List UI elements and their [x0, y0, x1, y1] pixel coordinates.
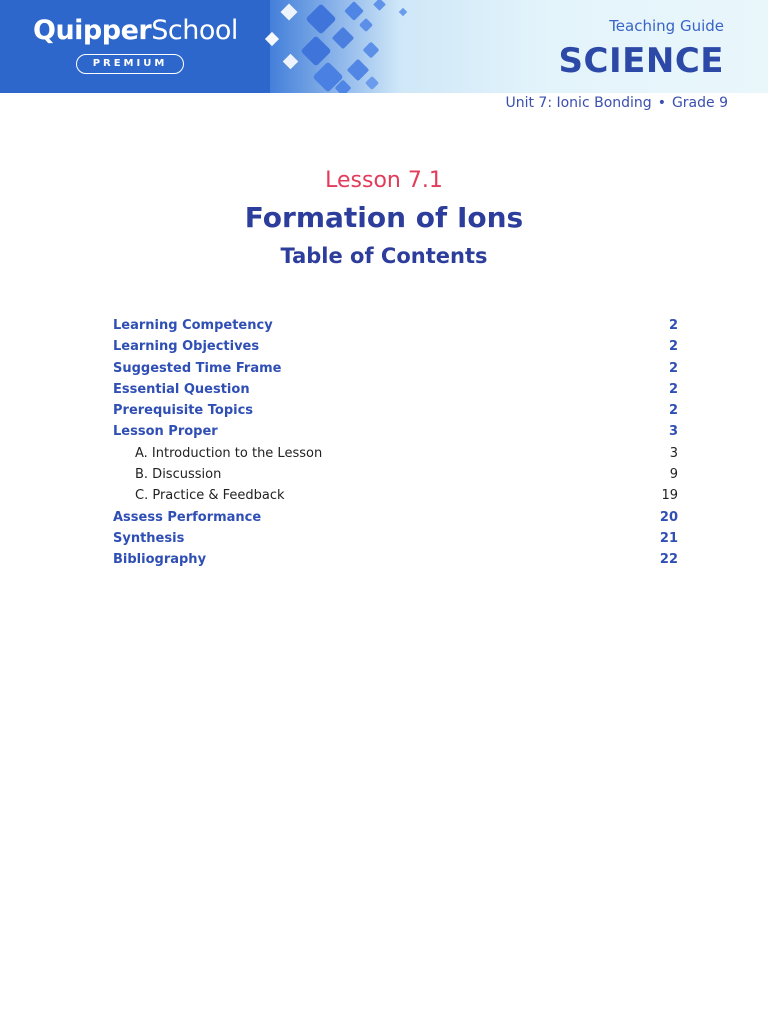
toc-entry-practice-feedback[interactable] [113, 485, 678, 506]
toc-entry-page: 20 [659, 509, 678, 525]
toc-entry-page: 2 [668, 360, 678, 376]
toc-entry-synthesis[interactable] [113, 528, 678, 549]
header-banner [0, 0, 768, 93]
toc-entry-page: 2 [668, 403, 678, 419]
toc-entry-label: Learning Competency [113, 318, 273, 333]
toc-entry-label: B. Discussion [135, 467, 222, 483]
toc-entry-page: 3 [669, 445, 678, 461]
toc-entry-discussion[interactable] [113, 464, 678, 485]
toc-entry-label: C. Practice & Feedback [135, 488, 285, 504]
toc-entry-learning-competency[interactable] [113, 315, 678, 336]
toc-heading: Table of Contents [280, 244, 488, 268]
toc-entry-learning-objectives[interactable] [113, 336, 678, 357]
toc-entry-page: 9 [669, 467, 678, 483]
toc-entry-label: A. Introduction to the Lesson [135, 445, 323, 461]
toc-entry-label: Lesson Proper [113, 424, 218, 440]
toc-entry-page: 2 [668, 318, 678, 333]
lesson-title: Formation of Ions [244, 201, 524, 234]
grade-label: Grade 9 [671, 95, 728, 111]
toc-entry-label: Assess Performance [113, 509, 262, 525]
brand-name [33, 14, 238, 48]
toc-entry-bibliography[interactable] [113, 549, 678, 570]
toc-entry-label: Synthesis [113, 530, 185, 546]
toc-entry-assess-performance[interactable] [113, 507, 678, 528]
brand-name-bold: Quipper [33, 15, 152, 46]
toc-entry-label: Suggested Time Frame [113, 360, 282, 376]
premium-badge: PREMIUM [76, 54, 184, 74]
teaching-guide-label: Teaching Guide [609, 17, 724, 35]
separator-dot: • [657, 95, 666, 111]
toc-entry-label: Bibliography [113, 552, 207, 568]
toc-entry-suggested-time-frame[interactable] [113, 358, 678, 379]
toc-entry-page: 22 [659, 552, 678, 568]
toc-entry-page: 21 [659, 530, 678, 546]
toc-entry-page: 19 [661, 488, 678, 504]
toc-entry-page: 2 [668, 381, 678, 397]
subject-title: SCIENCE [558, 41, 724, 81]
unit-grade-line [505, 93, 728, 113]
toc-entry-prerequisite-topics[interactable] [113, 400, 678, 421]
diamond-pattern-icon [255, 0, 425, 93]
table-of-contents [113, 315, 678, 571]
toc-entry-label: Learning Objectives [113, 339, 260, 355]
toc-entry-essential-question[interactable] [113, 379, 678, 400]
toc-entry-page: 3 [668, 424, 678, 440]
lesson-number: Lesson 7.1 [325, 168, 443, 193]
toc-entry-page: 2 [668, 339, 678, 355]
toc-entry-lesson-proper[interactable] [113, 421, 678, 442]
brand-name-regular: School [151, 15, 238, 46]
unit-label: Unit 7: Ionic Bonding [505, 95, 652, 111]
toc-entry-label: Prerequisite Topics [113, 403, 254, 419]
toc-entry-label: Essential Question [113, 381, 250, 397]
toc-entry-introduction-to-the-lesson[interactable] [113, 443, 678, 464]
brand-logo [33, 14, 238, 84]
